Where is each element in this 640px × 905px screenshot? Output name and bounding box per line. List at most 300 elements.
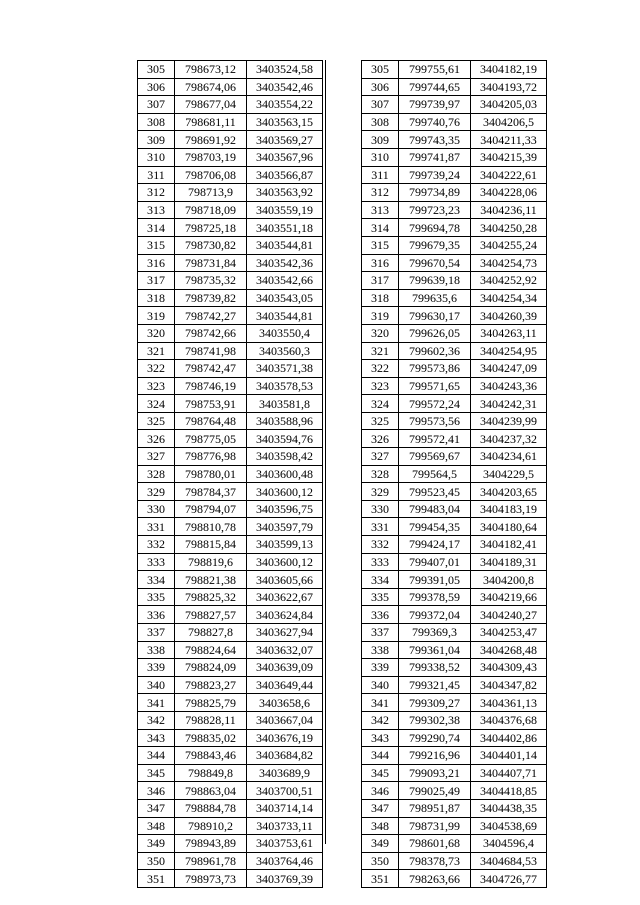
- y-coordinate-cell: 3404402,86: [471, 729, 547, 747]
- point-number-cell: 347: [138, 799, 175, 817]
- left-table-body: [138, 61, 323, 888]
- point-number-cell: 321: [138, 342, 175, 360]
- x-coordinate-cell: 798691,92: [175, 131, 247, 149]
- point-number-cell: 335: [362, 588, 399, 606]
- y-coordinate-cell: 3404254,73: [471, 254, 547, 272]
- left-coordinate-table: [137, 60, 323, 888]
- x-coordinate-cell: 799755,61: [399, 61, 471, 79]
- point-number-cell: 306: [138, 78, 175, 96]
- x-coordinate-cell: 799602,36: [399, 342, 471, 360]
- y-coordinate-cell: 3404193,72: [471, 78, 547, 96]
- table-row: [138, 131, 323, 149]
- table-row: [138, 395, 323, 413]
- y-coordinate-cell: 3404538,69: [471, 817, 547, 835]
- point-number-cell: 325: [362, 412, 399, 430]
- point-number-cell: 332: [138, 536, 175, 554]
- table-row: [362, 430, 547, 448]
- table-row: [362, 307, 547, 325]
- y-coordinate-cell: 3403596,75: [247, 500, 323, 518]
- table-row: [138, 518, 323, 536]
- x-coordinate-cell: 799361,04: [399, 641, 471, 659]
- x-coordinate-cell: 798821,38: [175, 571, 247, 589]
- table-row: [138, 219, 323, 237]
- point-number-cell: 324: [362, 395, 399, 413]
- x-coordinate-cell: 799572,41: [399, 430, 471, 448]
- table-row: [138, 641, 323, 659]
- table-row: [138, 799, 323, 817]
- point-number-cell: 313: [138, 201, 175, 219]
- y-coordinate-cell: 3404347,82: [471, 676, 547, 694]
- x-coordinate-cell: 799743,35: [399, 131, 471, 149]
- table-row: [138, 448, 323, 466]
- x-coordinate-cell: 798725,18: [175, 219, 247, 237]
- y-coordinate-cell: 3404254,34: [471, 289, 547, 307]
- x-coordinate-cell: 798784,37: [175, 483, 247, 501]
- point-number-cell: 334: [138, 571, 175, 589]
- x-coordinate-cell: 798825,79: [175, 694, 247, 712]
- table-row: [138, 254, 323, 272]
- point-number-cell: 308: [362, 113, 399, 131]
- point-number-cell: 334: [362, 571, 399, 589]
- table-row: [138, 307, 323, 325]
- y-coordinate-cell: 3404200,8: [471, 571, 547, 589]
- x-coordinate-cell: 798810,78: [175, 518, 247, 536]
- table-row: [362, 641, 547, 659]
- y-coordinate-cell: 3404255,24: [471, 236, 547, 254]
- y-coordinate-cell: 3404236,11: [471, 201, 547, 219]
- table-row: [362, 131, 547, 149]
- table-row: [138, 817, 323, 835]
- table-row: [362, 78, 547, 96]
- point-number-cell: 342: [138, 711, 175, 729]
- x-coordinate-cell: 798827,57: [175, 606, 247, 624]
- y-coordinate-cell: 3404252,92: [471, 272, 547, 290]
- table-row: [362, 113, 547, 131]
- table-row: [138, 78, 323, 96]
- y-coordinate-cell: 3404182,19: [471, 61, 547, 79]
- x-coordinate-cell: 798973,73: [175, 870, 247, 888]
- y-coordinate-cell: 3403567,96: [247, 148, 323, 166]
- x-coordinate-cell: 798824,09: [175, 659, 247, 677]
- x-coordinate-cell: 798706,08: [175, 166, 247, 184]
- table-row: [362, 711, 547, 729]
- y-coordinate-cell: 3403550,4: [247, 324, 323, 342]
- y-coordinate-cell: 3404219,66: [471, 588, 547, 606]
- x-coordinate-cell: 798764,48: [175, 412, 247, 430]
- point-number-cell: 314: [138, 219, 175, 237]
- y-coordinate-cell: 3403563,92: [247, 184, 323, 202]
- y-coordinate-cell: 3404401,14: [471, 747, 547, 765]
- table-row: [138, 61, 323, 79]
- point-number-cell: 331: [138, 518, 175, 536]
- y-coordinate-cell: 3403684,82: [247, 747, 323, 765]
- point-number-cell: 339: [138, 659, 175, 677]
- y-coordinate-cell: 3404183,19: [471, 500, 547, 518]
- point-number-cell: 327: [362, 448, 399, 466]
- y-coordinate-cell: 3404211,33: [471, 131, 547, 149]
- point-number-cell: 344: [362, 747, 399, 765]
- point-number-cell: 310: [138, 148, 175, 166]
- right-table-body: [362, 61, 547, 888]
- point-number-cell: 317: [362, 272, 399, 290]
- point-number-cell: 320: [138, 324, 175, 342]
- table-row: [362, 219, 547, 237]
- y-coordinate-cell: 3403588,96: [247, 412, 323, 430]
- y-coordinate-cell: 3403571,38: [247, 360, 323, 378]
- point-number-cell: 329: [138, 483, 175, 501]
- point-number-cell: 326: [362, 430, 399, 448]
- x-coordinate-cell: 799391,05: [399, 571, 471, 589]
- table-row: [138, 184, 323, 202]
- x-coordinate-cell: 799639,18: [399, 272, 471, 290]
- table-row: [362, 518, 547, 536]
- point-number-cell: 341: [362, 694, 399, 712]
- point-number-cell: 318: [362, 289, 399, 307]
- x-coordinate-cell: 798824,64: [175, 641, 247, 659]
- x-coordinate-cell: 798713,9: [175, 184, 247, 202]
- y-coordinate-cell: 3404203,65: [471, 483, 547, 501]
- x-coordinate-cell: 798863,04: [175, 782, 247, 800]
- y-coordinate-cell: 3404309,43: [471, 659, 547, 677]
- point-number-cell: 321: [362, 342, 399, 360]
- x-coordinate-cell: 799670,54: [399, 254, 471, 272]
- point-number-cell: 320: [362, 324, 399, 342]
- point-number-cell: 323: [362, 377, 399, 395]
- table-row: [362, 289, 547, 307]
- x-coordinate-cell: 798825,32: [175, 588, 247, 606]
- x-coordinate-cell: 798943,89: [175, 835, 247, 853]
- point-number-cell: 306: [362, 78, 399, 96]
- point-number-cell: 340: [362, 676, 399, 694]
- table-row: [362, 377, 547, 395]
- x-coordinate-cell: 799407,01: [399, 553, 471, 571]
- x-coordinate-cell: 798849,8: [175, 764, 247, 782]
- y-coordinate-cell: 3404180,64: [471, 518, 547, 536]
- point-number-cell: 333: [362, 553, 399, 571]
- point-number-cell: 316: [362, 254, 399, 272]
- y-coordinate-cell: 3404684,53: [471, 852, 547, 870]
- y-coordinate-cell: 3403676,19: [247, 729, 323, 747]
- point-number-cell: 309: [362, 131, 399, 149]
- table-row: [138, 764, 323, 782]
- point-number-cell: 311: [138, 166, 175, 184]
- y-coordinate-cell: 3404234,61: [471, 448, 547, 466]
- y-coordinate-cell: 3403689,9: [247, 764, 323, 782]
- x-coordinate-cell: 798746,19: [175, 377, 247, 395]
- table-row: [362, 729, 547, 747]
- x-coordinate-cell: 798673,12: [175, 61, 247, 79]
- y-coordinate-cell: 3404243,36: [471, 377, 547, 395]
- point-number-cell: 333: [138, 553, 175, 571]
- point-number-cell: 338: [138, 641, 175, 659]
- x-coordinate-cell: 799741,87: [399, 148, 471, 166]
- point-number-cell: 330: [138, 500, 175, 518]
- x-coordinate-cell: 798819,6: [175, 553, 247, 571]
- y-coordinate-cell: 3404222,61: [471, 166, 547, 184]
- x-coordinate-cell: 798703,19: [175, 148, 247, 166]
- point-number-cell: 328: [362, 465, 399, 483]
- x-coordinate-cell: 799290,74: [399, 729, 471, 747]
- x-coordinate-cell: 799739,97: [399, 96, 471, 114]
- x-coordinate-cell: 798742,27: [175, 307, 247, 325]
- table-row: [362, 236, 547, 254]
- table-row: [138, 465, 323, 483]
- x-coordinate-cell: 799626,05: [399, 324, 471, 342]
- table-row: [138, 430, 323, 448]
- x-coordinate-cell: 799635,6: [399, 289, 471, 307]
- point-number-cell: 351: [138, 870, 175, 888]
- y-coordinate-cell: 3404596,4: [471, 835, 547, 853]
- table-row: [362, 782, 547, 800]
- point-number-cell: 325: [138, 412, 175, 430]
- point-number-cell: 345: [138, 764, 175, 782]
- y-coordinate-cell: 3404228,06: [471, 184, 547, 202]
- table-row: [138, 360, 323, 378]
- point-number-cell: 349: [362, 835, 399, 853]
- x-coordinate-cell: 798731,84: [175, 254, 247, 272]
- x-coordinate-cell: 799744,65: [399, 78, 471, 96]
- table-row: [362, 553, 547, 571]
- table-row: [362, 166, 547, 184]
- x-coordinate-cell: 798681,11: [175, 113, 247, 131]
- y-coordinate-cell: 3403524,58: [247, 61, 323, 79]
- y-coordinate-cell: 3403622,67: [247, 588, 323, 606]
- y-coordinate-cell: 3403733,11: [247, 817, 323, 835]
- table-row: [138, 571, 323, 589]
- table-row: [138, 782, 323, 800]
- y-coordinate-cell: 3404229,5: [471, 465, 547, 483]
- table-row: [362, 571, 547, 589]
- y-coordinate-cell: 3403560,3: [247, 342, 323, 360]
- x-coordinate-cell: 799216,96: [399, 747, 471, 765]
- y-coordinate-cell: 3404254,95: [471, 342, 547, 360]
- table-row: [362, 870, 547, 888]
- table-row: [138, 324, 323, 342]
- point-number-cell: 338: [362, 641, 399, 659]
- table-row: [362, 412, 547, 430]
- point-number-cell: 318: [138, 289, 175, 307]
- x-coordinate-cell: 798775,05: [175, 430, 247, 448]
- y-coordinate-cell: 3404407,71: [471, 764, 547, 782]
- x-coordinate-cell: 798823,27: [175, 676, 247, 694]
- y-coordinate-cell: 3404268,48: [471, 641, 547, 659]
- point-number-cell: 316: [138, 254, 175, 272]
- x-coordinate-cell: 798910,2: [175, 817, 247, 835]
- point-number-cell: 339: [362, 659, 399, 677]
- x-coordinate-cell: 799740,76: [399, 113, 471, 131]
- y-coordinate-cell: 3404237,32: [471, 430, 547, 448]
- y-coordinate-cell: 3404189,31: [471, 553, 547, 571]
- x-coordinate-cell: 799573,56: [399, 412, 471, 430]
- table-row: [138, 659, 323, 677]
- x-coordinate-cell: 798753,91: [175, 395, 247, 413]
- point-number-cell: 315: [362, 236, 399, 254]
- point-number-cell: 328: [138, 465, 175, 483]
- table-row: [362, 624, 547, 642]
- table-row: [362, 184, 547, 202]
- point-number-cell: 307: [138, 96, 175, 114]
- table-row: [362, 395, 547, 413]
- point-number-cell: 329: [362, 483, 399, 501]
- point-number-cell: 326: [138, 430, 175, 448]
- table-row: [362, 324, 547, 342]
- point-number-cell: 307: [362, 96, 399, 114]
- y-coordinate-cell: 3403551,18: [247, 219, 323, 237]
- point-number-cell: 342: [362, 711, 399, 729]
- y-coordinate-cell: 3403566,87: [247, 166, 323, 184]
- y-coordinate-cell: 3403581,8: [247, 395, 323, 413]
- point-number-cell: 341: [138, 694, 175, 712]
- point-number-cell: 337: [138, 624, 175, 642]
- x-coordinate-cell: 798961,78: [175, 852, 247, 870]
- point-number-cell: 348: [362, 817, 399, 835]
- table-row: [138, 729, 323, 747]
- y-coordinate-cell: 3403639,09: [247, 659, 323, 677]
- x-coordinate-cell: 798828,11: [175, 711, 247, 729]
- point-number-cell: 346: [362, 782, 399, 800]
- x-coordinate-cell: 798780,01: [175, 465, 247, 483]
- x-coordinate-cell: 799739,24: [399, 166, 471, 184]
- y-coordinate-cell: 3404206,5: [471, 113, 547, 131]
- y-coordinate-cell: 3403578,53: [247, 377, 323, 395]
- y-coordinate-cell: 3403627,94: [247, 624, 323, 642]
- point-number-cell: 317: [138, 272, 175, 290]
- y-coordinate-cell: 3403594,76: [247, 430, 323, 448]
- x-coordinate-cell: 799454,35: [399, 518, 471, 536]
- y-coordinate-cell: 3403632,07: [247, 641, 323, 659]
- y-coordinate-cell: 3403544,81: [247, 236, 323, 254]
- y-coordinate-cell: 3403597,79: [247, 518, 323, 536]
- point-number-cell: 323: [138, 377, 175, 395]
- table-row: [362, 536, 547, 554]
- x-coordinate-cell: 798742,47: [175, 360, 247, 378]
- y-coordinate-cell: 3404260,39: [471, 307, 547, 325]
- point-number-cell: 309: [138, 131, 175, 149]
- table-row: [362, 799, 547, 817]
- point-number-cell: 313: [362, 201, 399, 219]
- point-number-cell: 311: [362, 166, 399, 184]
- point-number-cell: 312: [138, 184, 175, 202]
- x-coordinate-cell: 798843,46: [175, 747, 247, 765]
- x-coordinate-cell: 798263,66: [399, 870, 471, 888]
- x-coordinate-cell: 798827,8: [175, 624, 247, 642]
- table-row: [362, 342, 547, 360]
- table-row: [362, 817, 547, 835]
- point-number-cell: 314: [362, 219, 399, 237]
- x-coordinate-cell: 798378,73: [399, 852, 471, 870]
- table-row: [362, 588, 547, 606]
- x-coordinate-cell: 799372,04: [399, 606, 471, 624]
- point-number-cell: 344: [138, 747, 175, 765]
- x-coordinate-cell: 798884,78: [175, 799, 247, 817]
- point-number-cell: 305: [138, 61, 175, 79]
- table-row: [362, 835, 547, 853]
- table-gap: [325, 60, 361, 844]
- table-row: [362, 96, 547, 114]
- x-coordinate-cell: 799321,45: [399, 676, 471, 694]
- table-row: [362, 272, 547, 290]
- table-row: [138, 553, 323, 571]
- y-coordinate-cell: 3403658,6: [247, 694, 323, 712]
- point-number-cell: 322: [138, 360, 175, 378]
- point-number-cell: 332: [362, 536, 399, 554]
- y-coordinate-cell: 3403753,61: [247, 835, 323, 853]
- x-coordinate-cell: 798741,98: [175, 342, 247, 360]
- x-coordinate-cell: 799723,23: [399, 201, 471, 219]
- table-row: [138, 694, 323, 712]
- point-number-cell: 350: [138, 852, 175, 870]
- y-coordinate-cell: 3404215,39: [471, 148, 547, 166]
- y-coordinate-cell: 3404242,31: [471, 395, 547, 413]
- point-number-cell: 349: [138, 835, 175, 853]
- x-coordinate-cell: 799378,59: [399, 588, 471, 606]
- y-coordinate-cell: 3403649,44: [247, 676, 323, 694]
- x-coordinate-cell: 799734,89: [399, 184, 471, 202]
- right-coordinate-table: [361, 60, 547, 888]
- y-coordinate-cell: 3404726,77: [471, 870, 547, 888]
- table-row: [362, 659, 547, 677]
- table-row: [138, 500, 323, 518]
- table-row: [138, 676, 323, 694]
- table-row: [362, 500, 547, 518]
- x-coordinate-cell: 799483,04: [399, 500, 471, 518]
- y-coordinate-cell: 3403714,14: [247, 799, 323, 817]
- table-row: [138, 412, 323, 430]
- y-coordinate-cell: 3404247,09: [471, 360, 547, 378]
- x-coordinate-cell: 799694,78: [399, 219, 471, 237]
- y-coordinate-cell: 3403559,19: [247, 201, 323, 219]
- x-coordinate-cell: 798718,09: [175, 201, 247, 219]
- x-coordinate-cell: 799369,3: [399, 624, 471, 642]
- y-coordinate-cell: 3403600,12: [247, 553, 323, 571]
- x-coordinate-cell: 798776,98: [175, 448, 247, 466]
- table-row: [138, 96, 323, 114]
- point-number-cell: 350: [362, 852, 399, 870]
- table-row: [138, 113, 323, 131]
- point-number-cell: 340: [138, 676, 175, 694]
- table-row: [138, 835, 323, 853]
- table-row: [138, 870, 323, 888]
- x-coordinate-cell: 798674,06: [175, 78, 247, 96]
- x-coordinate-cell: 798951,87: [399, 799, 471, 817]
- point-number-cell: 343: [362, 729, 399, 747]
- table-row: [362, 448, 547, 466]
- table-row: [362, 676, 547, 694]
- table-row: [138, 624, 323, 642]
- x-coordinate-cell: 799572,24: [399, 395, 471, 413]
- x-coordinate-cell: 799302,38: [399, 711, 471, 729]
- point-number-cell: 324: [138, 395, 175, 413]
- point-number-cell: 348: [138, 817, 175, 835]
- table-row: [138, 289, 323, 307]
- y-coordinate-cell: 3403542,66: [247, 272, 323, 290]
- x-coordinate-cell: 799338,52: [399, 659, 471, 677]
- x-coordinate-cell: 799309,27: [399, 694, 471, 712]
- y-coordinate-cell: 3404263,11: [471, 324, 547, 342]
- table-row: [138, 536, 323, 554]
- table-row: [138, 201, 323, 219]
- table-row: [138, 852, 323, 870]
- table-row: [362, 360, 547, 378]
- point-number-cell: 322: [362, 360, 399, 378]
- point-number-cell: 336: [362, 606, 399, 624]
- point-number-cell: 319: [138, 307, 175, 325]
- table-row: [138, 483, 323, 501]
- y-coordinate-cell: 3403769,39: [247, 870, 323, 888]
- y-coordinate-cell: 3403700,51: [247, 782, 323, 800]
- table-row: [138, 747, 323, 765]
- point-number-cell: 347: [362, 799, 399, 817]
